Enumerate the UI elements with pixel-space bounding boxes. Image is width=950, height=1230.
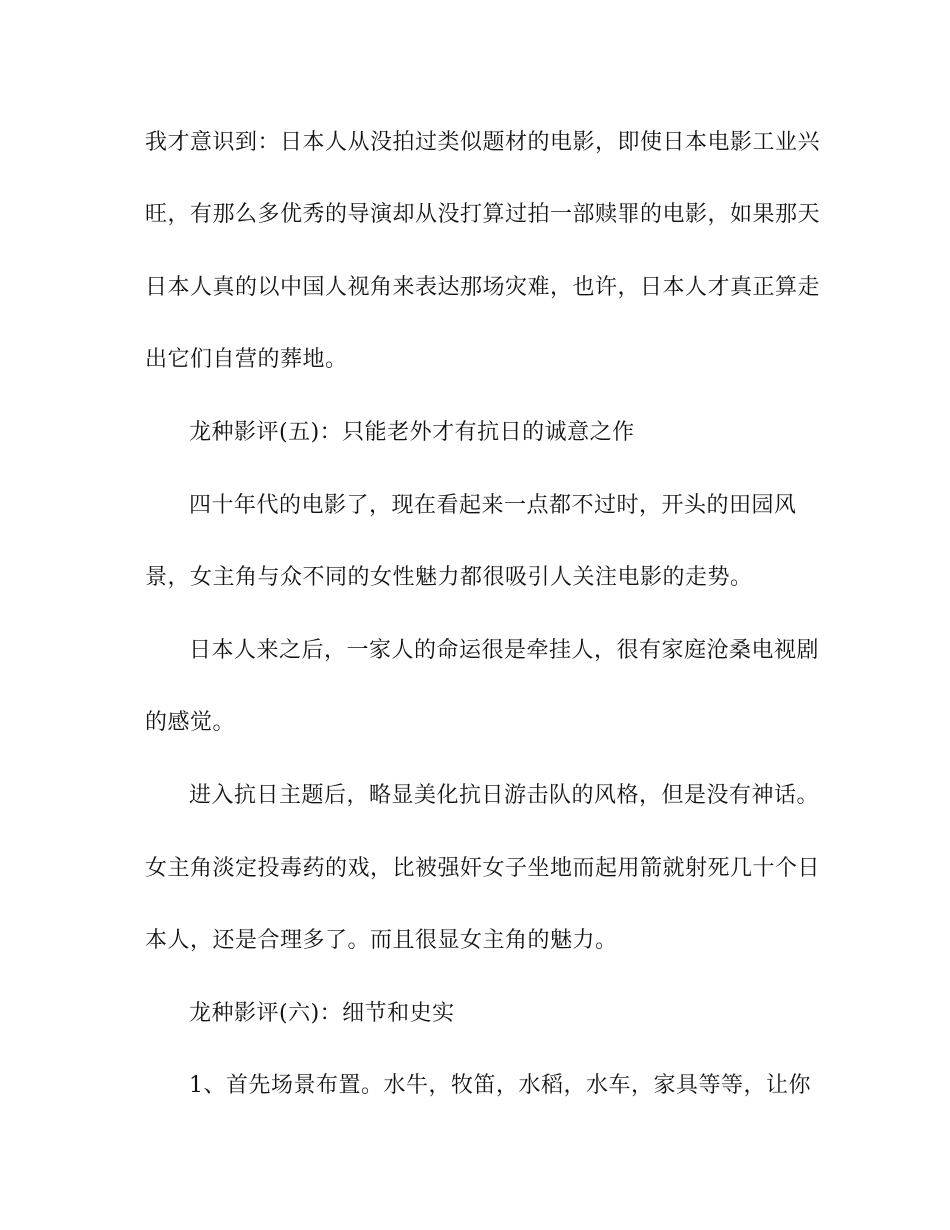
paragraph-line: 本人，还是合理多了。而且很显女主角的魅力。 [145,928,618,953]
paragraph-line: 出它们自营的葬地。 [145,347,348,372]
paragraph-line: 旺，有那么多优秀的导演却从没打算过拍一部赎罪的电影，如果那天 [145,202,821,227]
paragraph-line: 四十年代的电影了，现在看起来一点都不过时，开头的田园风 [189,493,797,518]
paragraph-line: 女主角淡定投毒药的戏，比被强奸女子坐地而起用箭就射死几十个日 [145,856,821,881]
paragraph-line: 1、首先场景布置。水牛，牧笛，水稻，水车，家具等等，让你 [189,1073,811,1098]
paragraph-line: 日本人真的以中国人视角来表达那场灾难，也许，日本人才真正算走 [145,275,821,300]
paragraph-line: 的感觉。 [145,710,236,735]
section-heading: 龙种影评(五)：只能老外才有抗日的诚意之作 [189,420,635,445]
paragraph-line: 我才意识到：日本人从没拍过类似题材的电影，即使日本电影工业兴 [145,130,821,155]
paragraph-line: 日本人来之后，一家人的命运很是牵挂人，很有家庭沧桑电视剧 [189,638,820,663]
section-heading: 龙种影评(六)：细节和史实 [189,1001,455,1026]
paragraph-line: 进入抗日主题后，略显美化抗日游击队的风格，但是没有神话。 [189,783,820,808]
paragraph-line: 景，女主角与众不同的女性魅力都很吸引人关注电影的走势。 [145,565,753,590]
